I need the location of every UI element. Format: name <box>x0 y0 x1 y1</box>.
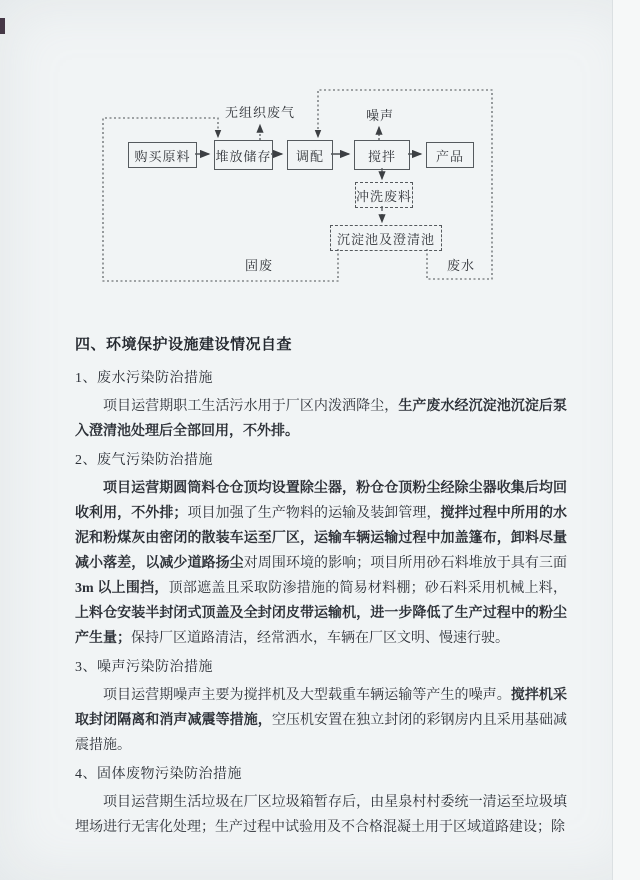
item-title-exhaust-gas: 2、废气污染防治措施 <box>75 453 213 468</box>
paragraph-solid-waste: 项目运营期生活垃圾在厂区垃圾箱暂存后，由星泉村村委统一清运至垃圾填埋场进行无害化处理；生产过程中试验用及不合格混凝土用于区域道路建设；除 <box>75 795 567 835</box>
page-edge-strip <box>613 0 640 880</box>
label-solid-waste: 固废 <box>245 258 274 273</box>
paragraph-exhaust-gas: 项目运营期圆筒料仓仓顶均设置除尘器，粉仓仓顶粉尘经除尘器收集后均回收利用，不外排；项目加强了生产物料的运输及装卸管理，搅拌过程中所用的水泥和粉煤灰由密闭的散装车运至厂区，运输车辆运输过程中加盖篷布，卸料尽量减小落差，以减少道路扬尘对周围环境的影响；项目所用砂石料堆放于具有三面3m 以上围挡，顶部遮盖且采取防渗措施的简易材料棚；砂石料采用机械上料，上料仓安装半封闭式顶盖及全封闭皮带运输机，进一步降低了生产过程中的粉尘产生量；保持厂区道路清洁，经常洒水，车辆在厂区文明、慢速行驶。 <box>75 481 568 646</box>
section-heading: 四、环境保护设施建设情况自查 <box>75 337 293 353</box>
flow-box-purchase-materials: 购买原料 <box>128 142 197 168</box>
label-noise: 噪声 <box>366 108 395 123</box>
item-title-solid-waste: 4、固体废物污染防治措施 <box>75 767 242 782</box>
flow-box-blending: 调配 <box>287 140 333 170</box>
scan-artifact-mark <box>0 18 5 34</box>
label-wastewater: 废水 <box>447 258 476 273</box>
flow-box-stacking-storage: 堆放储存 <box>214 140 273 170</box>
flow-box-sedimentation-clarification-pond: 沉淀池及澄清池 <box>330 225 442 251</box>
paragraph-noise: 项目运营期噪声主要为搅拌机及大型载重车辆运输等产生的噪声。搅拌机采取封闭隔离和消声减震等措施，空压机安置在独立封闭的彩钢房内且采用基础减震措施。 <box>75 688 568 753</box>
flow-box-mixing: 搅拌 <box>354 140 410 170</box>
flow-box-product: 产品 <box>426 142 474 168</box>
item-title-noise: 3、噪声污染防治措施 <box>75 660 213 675</box>
item-title-wastewater: 1、废水污染防治措施 <box>75 371 213 386</box>
label-fugitive-gas: 无组织废气 <box>225 105 296 120</box>
document-body <box>75 332 567 843</box>
flow-box-washing-waste: 冲洗废料 <box>355 182 413 208</box>
process-flowchart <box>92 84 522 294</box>
paragraph-wastewater: 项目运营期职工生活污水用于厂区内泼洒降尘，生产废水经沉淀池沉淀后泵入澄清池处理后全部回用，不外排。 <box>75 399 567 439</box>
